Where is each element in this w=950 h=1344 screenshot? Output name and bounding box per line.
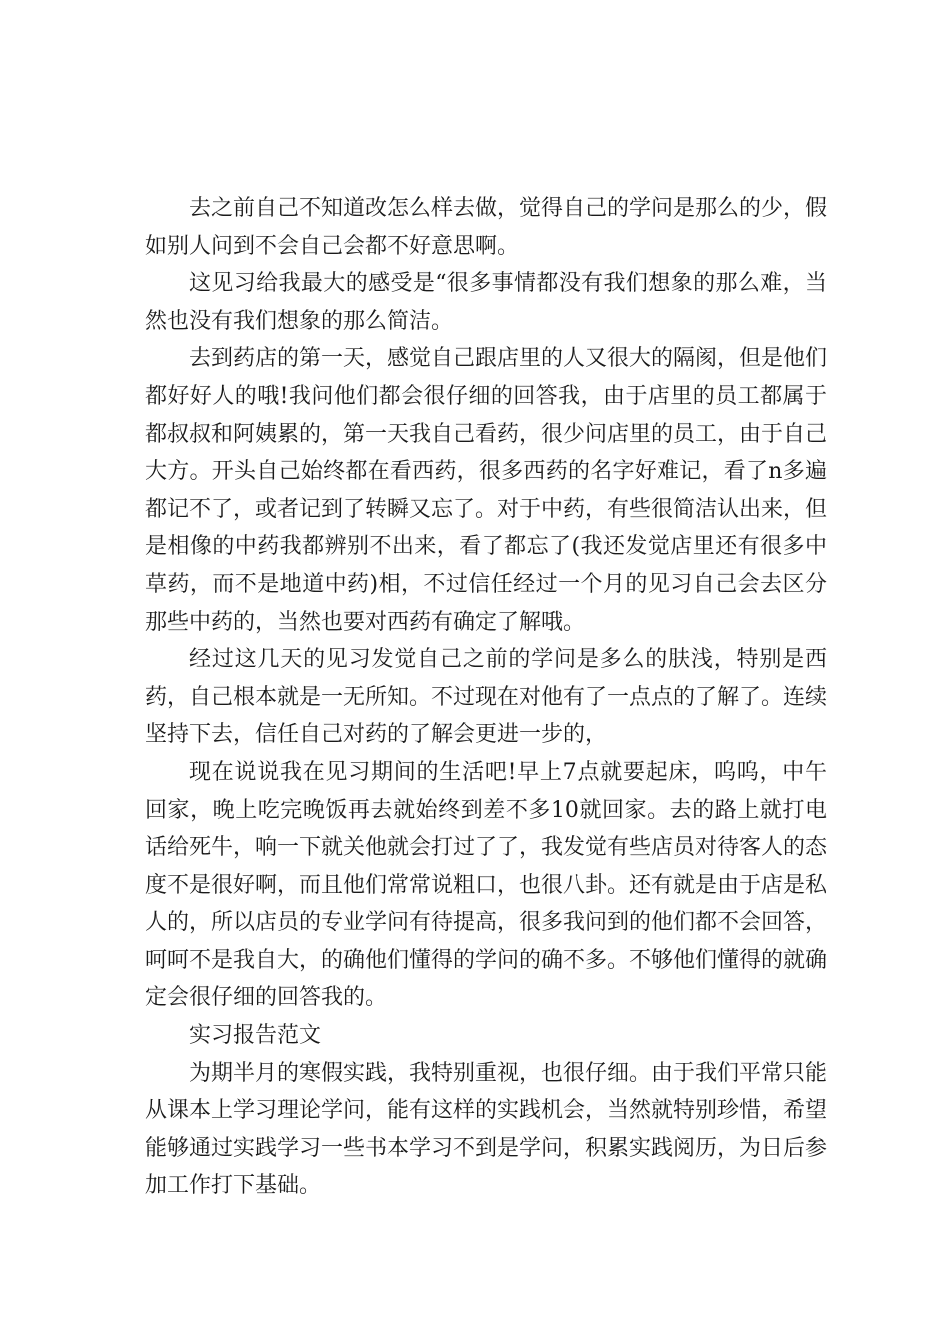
paragraph-3: 去到药店的第一天，感觉自己跟店里的人又很大的隔阂，但是他们都好好人的哦!我问他们都会很仔细的回答我，由于店里的员工都属于都叔叔和阿姨累的，第一天我自己看药，很少问店里的员工，由于自己大方。开头自己始终都在看西药，很多西药的名字好难记，看了n多遍都记不了，或者记到了转瞬又忘了。对于中药，有些很简洁认出来，但是相像的中药我都辨别不出来，看了都忘了(我还发觉店里还有很多中草药，而不是地道中药)相，不过信任经过一个月的见习自己会去区分那些中药的，当然也要对西药有确定了解哦。 <box>145 346 828 635</box>
paragraph-1: 去之前自己不知道改怎么样去做，觉得自己的学问是那么的少，假如别人问到不会自己会都不好意思啊。 <box>145 196 828 259</box>
paragraph-5: 现在说说我在见习期间的生活吧!早上7点就要起床，呜呜，中午回家，晚上吃完晚饭再去就始终到差不多10就回家。去的路上就打电话给死牛，响一下就关他就会打过了了，我发觉有些店员对待客人的态度不是很好啊，而且他们常常说粗口，也很八卦。还有就是由于店是私人的，所以店员的专业学问有待提高，很多我问到的他们都不会回答，呵呵不是我自大，的确他们懂得的学问的确不多。不够他们懂得的就确定会很仔细的回答我的。 <box>145 759 828 1011</box>
document-body <box>145 190 827 1205</box>
section-heading: 实习报告范文 <box>189 1023 322 1049</box>
paragraph-4: 经过这几天的见习发觉自己之前的学问是多么的肤浅，特别是西药，自己根本就是一无所知。不过现在对他有了一点点的了解了。连续坚持下去，信任自己对药的了解会更进一步的， <box>145 647 828 748</box>
paragraph-2: 这见习给我最大的感受是“很多事情都没有我们想象的那么难，当然也没有我们想象的那么简洁。 <box>145 271 827 334</box>
paragraph-6: 为期半月的寒假实践，我特别重视，也很仔细。由于我们平常只能从课本上学习理论学问，能有这样的实践机会，当然就特别珍惜，希望能够通过实践学习一些书本学习不到是学问，积累实践阅历，为日后参加工作打下基础。 <box>145 1060 828 1199</box>
